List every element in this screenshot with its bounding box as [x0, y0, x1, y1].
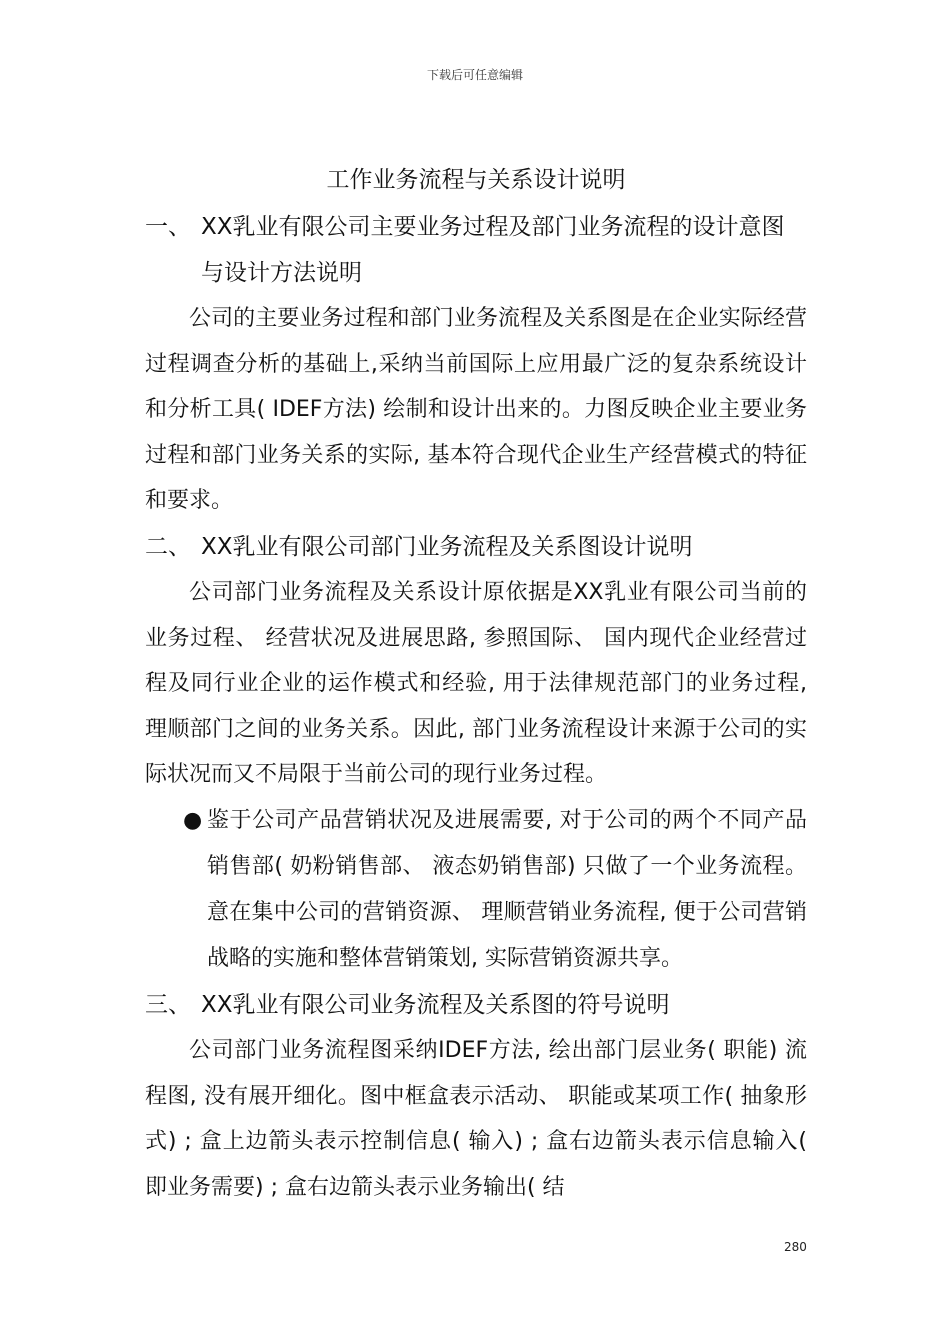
section-paragraph-3: 公司部门业务流程图采纳IDEF方法, 绘出部门层业务( 职能) 流程图, 没有展开细化。图中框盒表示活动、 职能或某项工作( 抽象形式) ; 盒上边箭头表示控制信息( 输入) ; 盒右边箭头表示信息输入( 即业务需要) ; 盒右边箭头表示业务输出( 结 [145, 1037, 807, 1200]
document-body [145, 160, 807, 1210]
bullet-text: 鉴于公司产品营销状况及进展需要, 对于公司的两个不同产品销售部( 奶粉销售部、 液态奶销售部) 只做了一个业务流程。意在集中公司的营销资源、 理顺营销业务流程, 便于公司营销战略的实施和整体营销策划, 实际营销资源共享。 [207, 807, 807, 971]
section-number: 三、 [145, 991, 191, 1018]
document-title: 工作业务流程与关系设计说明 [326, 167, 626, 193]
section-number: 二、 [145, 533, 191, 560]
section-heading-3 [145, 982, 807, 1028]
page-header: 下载后可任意编辑 [426, 68, 523, 82]
section-heading-1 [145, 204, 807, 296]
section-paragraph-2: 公司部门业务流程及关系设计原依据是XX乳业有限公司当前的业务过程、 经营状况及进展思路, 参照国际、 国内现代企业经营过程及同行业企业的运作模式和经验, 用于法律规范部门的业务过程, 理顺部门之间的业务关系。因此, 部门业务流程设计来源于公司的实际状况而又不局限于当前公司的现行业务过程。 [145, 579, 807, 788]
section-paragraph-1: 公司的主要业务过程和部门业务流程及关系图是在企业实际经营过程调查分析的基础上,采纳当前国际上应用最广泛的复杂系统设计和分析工具( IDEF方法) 绘制和设计出来的。力图反映企业主要业务过程和部门业务关系的实际, 基本符合现代企业生产经营模式的特征和要求。 [145, 306, 807, 514]
page-number: 280 [784, 1240, 807, 1254]
section-heading-text: XX乳业有限公司部门业务流程及关系图设计说明 [201, 533, 693, 560]
section-heading-2 [145, 524, 807, 570]
section-number: 一、 [145, 214, 191, 240]
section-heading-text: XX乳业有限公司业务流程及关系图的符号说明 [201, 991, 670, 1018]
bullet-item [183, 798, 807, 982]
bullet-dot-icon: ● [183, 807, 203, 833]
section-heading-text: XX乳业有限公司主要业务过程及部门业务流程的设计意图与设计方法说明 [201, 214, 785, 286]
